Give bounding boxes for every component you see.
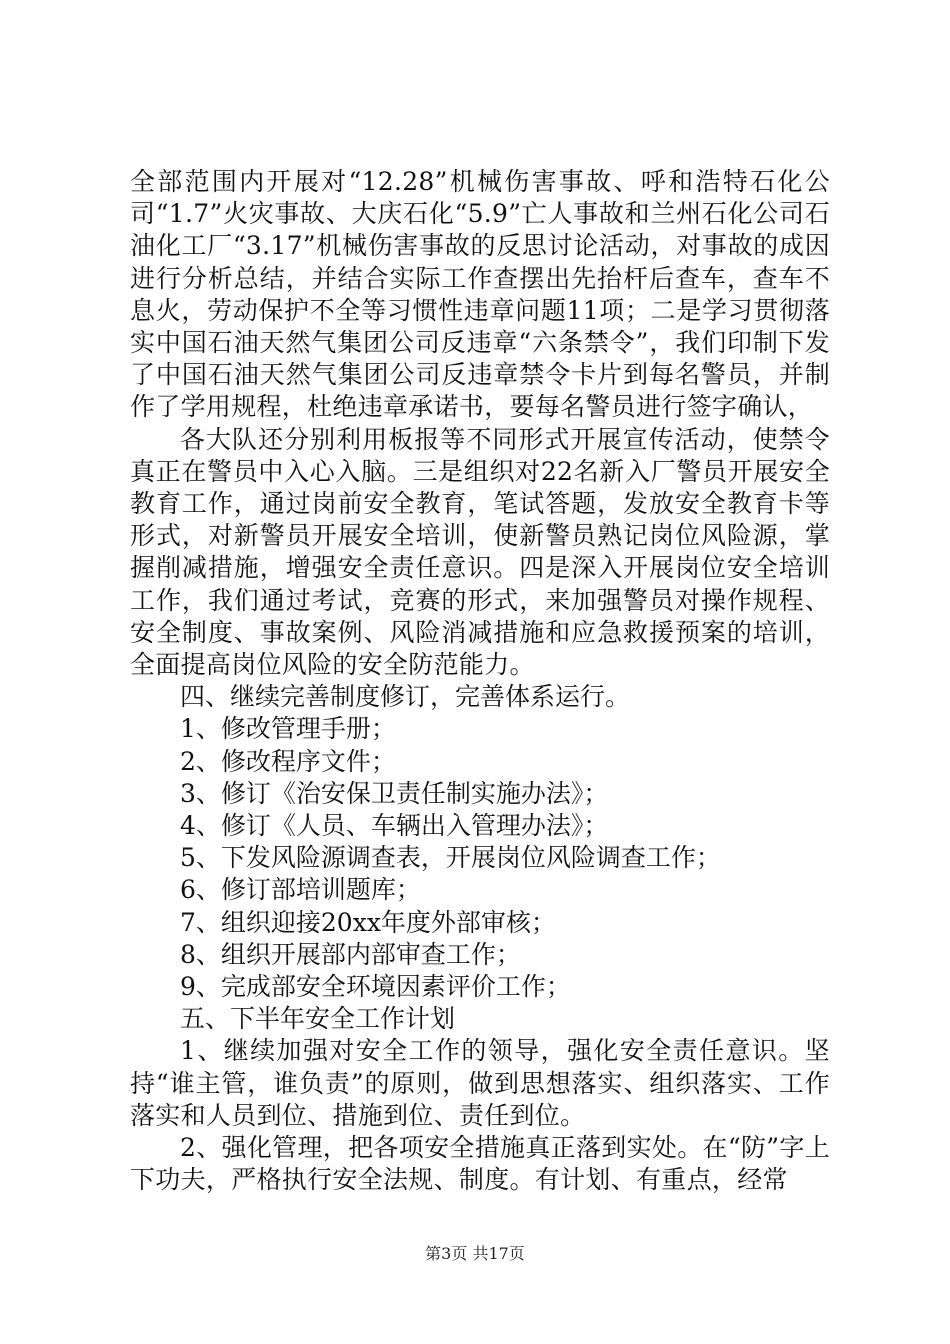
list-item: 1、修改管理手册； bbox=[180, 714, 396, 744]
paragraph-incident-review: 全部范围内开展对“12.28”机械伤害事故、呼和浩特石化公司“1.7”火灾事故、大庆石化“5.9”亡人事故和兰州石化公司石油化工厂“3.17”机械伤害事故的反思讨论活动，对事故的成因进行分析总结，并结合实际工作查摆出先抬杆后查车，查车不息火，劳动保护不全等习惯性违章问题11项；二是学习贯彻落实中国石油天然气集团公司反违章“六条禁令”，我们印制下发了中国石油天然气集团公司反违章禁令卡片到每名警员，并制作了学用规程，杜绝违章承诺书，要每名警员进行签字确认， bbox=[130, 167, 830, 422]
list-item: 8、组织开展部内部审查工作； bbox=[180, 939, 521, 969]
paragraph-safety-training: 各大队还分别利用板报等不同形式开展宣传活动，使禁令真正在警员中入心入脑。三是组织对22名新入厂警员开展安全教育工作，通过岗前安全教育，笔试答题，发放安全教育卡等形式，对新警员开展安全培训，使新警员熟记岗位风险源，掌握削减措施，增强安全责任意识。四是深入开展岗位安全培训工作，我们通过考试，竞赛的形式，来加强警员对操作规程、安全制度、事故案例、风险消减措施和应急救援预案的培训，全面提高岗位风险的安全防范能力。 bbox=[130, 424, 830, 680]
list-item: 3、修订《治安保卫责任制实施办法》； bbox=[180, 778, 609, 808]
plan-paragraph-leadership: 1、继续加强对安全工作的领导，强化安全责任意识。坚持“谁主管，谁负责”的原则，做到思想落实、组织落实、工作落实和人员到位、措施到位、责任到位。 bbox=[130, 1036, 830, 1130]
section-four-heading: 四、继续完善制度修订，完善体系运行。 bbox=[180, 682, 631, 712]
page-number-footer: 第3页 共17页 bbox=[425, 1244, 525, 1263]
list-item: 5、下发风险源调查表，开展岗位风险调查工作； bbox=[180, 843, 721, 873]
section-five-heading: 五、下半年安全工作计划 bbox=[180, 1004, 456, 1034]
document-body bbox=[130, 166, 830, 1197]
plan-paragraph-management: 2、强化管理，把各项安全措施真正落到实处。在“防”字上下功夫，严格执行安全法规、制度。有计划、有重点，经常 bbox=[130, 1133, 830, 1195]
list-item: 7、组织迎接20xx年度外部审核； bbox=[180, 907, 556, 937]
list-item: 4、修订《人员、车辆出入管理办法》； bbox=[180, 811, 609, 841]
list-item: 9、完成部安全环境因素评价工作； bbox=[180, 972, 571, 1002]
list-item: 6、修订部培训题库； bbox=[180, 875, 421, 905]
list-item: 2、修改程序文件； bbox=[180, 746, 396, 776]
